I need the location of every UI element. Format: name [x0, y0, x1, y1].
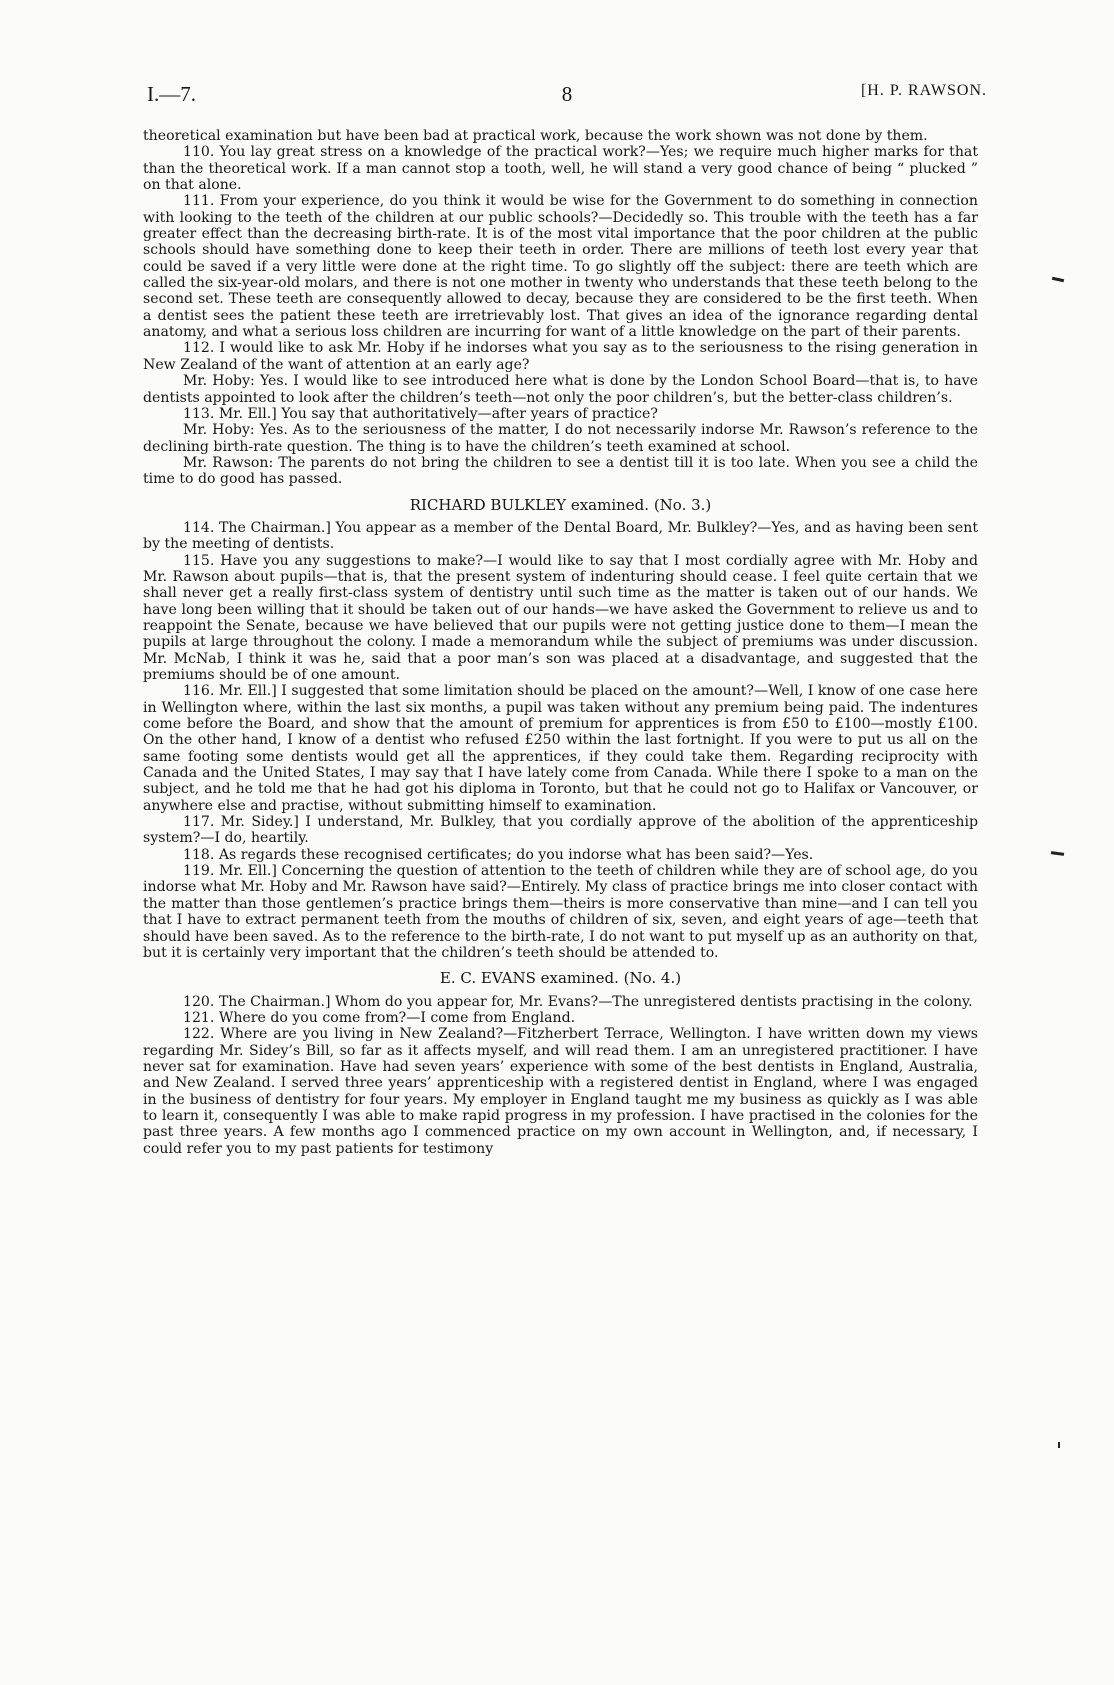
- margin-dash-mark: [1052, 277, 1064, 282]
- paragraph-q111: 111. From your experience, do you think it would be wise for the Government to do something in connection with looking to the teeth of the children at our public schools?—Decidedly so. This trouble with the teeth has a far greater effect than the decreasing birth-rate. It is of the most vital importance that the poor children at the public schools should have something done to keep their teeth in order. There are millions of teeth lost every year that could be saved if a very little were done at the right time. To go slightly off the subject: there are teeth which are called the six-year-old molars, and there is not one mother in twenty who understands that these teeth belong to the second set. These teeth are consequently allowed to decay, because they are considered to be the first teeth. When a dentist sees the patient these teeth are irretrievably lost. That gives an idea of the ignorance regarding dental anatomy, and what a serious loss children are incurring for want of a little knowledge on the part of their parents.: [143, 193, 978, 341]
- paragraph-q120: 120. The Chairman.] Whom do you appear for, Mr. Evans?—The unregistered dentists practising in the colony.: [183, 993, 973, 1010]
- body-text: [143, 128, 978, 1157]
- margin-dash-mark: [1051, 851, 1064, 856]
- paragraph-q115: 115. Have you any suggestions to make?—I would like to say that I most cordially agree with Mr. Hoby and Mr. Rawson about pupils—that is, that the present system of indenturing should cease. I feel quite certain that we shall never get a really first-class system of dentistry until such time as the matter is taken out of our hands. We have long been willing that it should be taken out of our hands—we have asked the Government to relieve us and to reappoint the Senate, because we have believed that our pupils were not getting justice done to them—I mean the pupils at large throughout the colony. I made a memorandum while the subject of premiums was under discussion. Mr. McNab, I think it was he, said that a poor man’s son was placed at a disadvantage, and suggested that the premiums should be of one amount.: [143, 552, 978, 683]
- paragraph-q113: 113. Mr. Ell.] You say that authoritatively—after years of practice?: [183, 405, 658, 422]
- paragraph-q121: 121. Where do you come from?—I come from England.: [183, 1009, 576, 1026]
- paragraph-q110: 110. You lay great stress on a knowledge of the practical work?—Yes; we require much higher marks for that than the theoretical work. If a man cannot stop a tooth, well, he will stand a very good chance of being “ plucked ” on that alone.: [143, 144, 978, 194]
- paragraph-q122: 122. Where are you living in New Zealand?—Fitzherbert Terrace, Wellington. I have written down my views regarding Mr. Sidey’s Bill, so far as it affects myself, and will read them. I am an unregistered practitioner. I have never sat for examination. Have had seven years’ experience with some of the best dentists in England, Australia, and New Zealand. I served three years’ apprenticeship with a registered dentist in England, where I was engaged in the business of dentistry for four years. My employer in England taught me my business as quickly as I was able to learn it, consequently I was able to make rapid progress in my profession. I have practised in the colonies for the past three years. A few months ago I commenced practice on my own account in Wellington, and, if necessary, I could refer you to my past patients for testimony: [143, 1026, 978, 1157]
- paragraph-q116: 116. Mr. Ell.] I suggested that some limitation should be placed on the amount?—Well, I know of one case here in Wellington where, within the last six months, a pupil was taken without any premium being paid. The indentures come before the Board, and show that the amount of premium for apprentices is from £50 to £100—mostly £100. On the other hand, I know of a dentist who refused £250 within the last fortnight. If you were to put us all on the same footing some dentists would get all the apprentices, if they could take them. Regarding reciprocity with Canada and the United States, I may say that I have lately come from Canada. While there I spoke to a man on the subject, and he told me that he had got his diploma in Toronto, but that he could not go to Halifax or Vancouver, or anywhere else and practise, without submitting himself to examination.: [143, 683, 978, 814]
- paragraph-hoby-answer-2: Mr. Hoby: Yes. As to the seriousness of the matter, I do not necessarily indorse Mr. Rawson’s reference to the declining birth-rate question. The thing is to have the children’s teeth examined at school.: [143, 422, 978, 455]
- section-heading-bulkley: RICHARD BULKLEY examined. (No. 3.): [409, 495, 712, 514]
- paragraph-q119: 119. Mr. Ell.] Concerning the question of attention to the teeth of children while they are of school age, do you indorse what Mr. Hoby and Mr. Rawson have said?—Entirely. My class of practice brings me into closer contact with the matter than those gentlemen’s practice brings them—theirs is more conservative than mine—and I can tell you that I have to extract permanent teeth from the mouths of children of six, seven, and eight years of age—teeth that should have been saved. As to the reference to the birth-rate, I do not want to put myself up as an authority on that, but it is certainly very important that the children’s teeth should be attended to.: [143, 863, 978, 961]
- paragraph-q112: 112. I would like to ask Mr. Hoby if he indorses what you say as to the seriousness to the rising generation in New Zealand of the want of attention at an early age?: [143, 340, 978, 373]
- paragraph-continuation: theoretical examination but have been bad at practical work, because the work shown was not done by them.: [143, 128, 928, 144]
- paragraph-hoby-answer: Mr. Hoby: Yes. I would like to see introduced here what is done by the London School Board—that is, to have dentists appointed to look after the children’s teeth—not only the poor children’s, but the better-class children’s.: [143, 373, 978, 406]
- margin-tick-mark: [1058, 1442, 1060, 1448]
- page-number: 8: [561, 82, 573, 106]
- paragraph-rawson-answer: Mr. Rawson: The parents do not bring the children to see a dentist till it is too late. When you see a child the time to do good has passed.: [143, 454, 978, 488]
- paragraph-q118: 118. As regards these recognised certificates; do you indorse what has been said?—Yes.: [183, 846, 814, 863]
- header-witness-name: [H. P. RAWSON.: [860, 82, 987, 99]
- section-heading-evans: E. C. EVANS examined. (No. 4.): [439, 969, 682, 988]
- page-header: [147, 82, 987, 110]
- header-reference: I.—7.: [147, 82, 196, 106]
- paragraph-q117: 117. Mr. Sidey.] I understand, Mr. Bulkley, that you cordially approve of the abolition of the apprenticeship system?—I do, heartily.: [143, 814, 978, 847]
- paragraph-q114: 114. The Chairman.] You appear as a member of the Dental Board, Mr. Bulkley?—Yes, and as having been sent by the meeting of dentists.: [143, 519, 978, 553]
